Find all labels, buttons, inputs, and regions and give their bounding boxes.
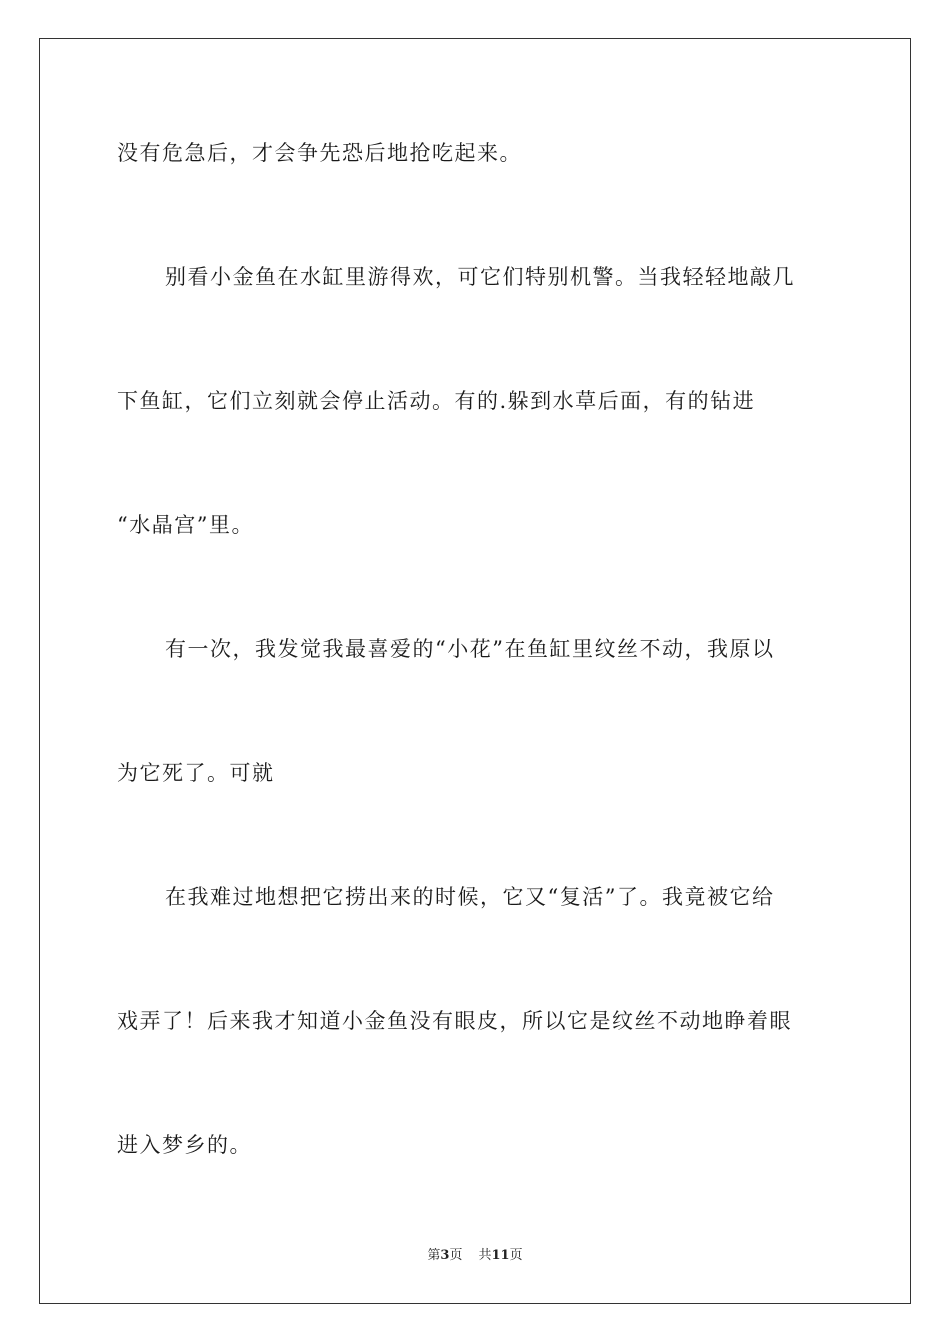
page-footer (0, 1246, 950, 1266)
total-prefix: 共 (478, 1248, 492, 1263)
text-line-8: 戏弄了！后来我才知道小金鱼没有眼皮，所以它是纹丝不动地睁着眼 (117, 1009, 792, 1033)
text-line-1: 没有危急后，才会争先恐后地抢吃起来。 (117, 141, 522, 165)
text-line-7: 在我难过地想把它捞出来的时候，它又“复活”了。我竟被它给 (165, 885, 775, 909)
text-line-4: “水晶宫”里。 (117, 513, 254, 537)
total-pages: 11 (491, 1248, 510, 1263)
text-line-9: 进入梦乡的。 (117, 1133, 252, 1157)
page-suffix: 页 (449, 1248, 463, 1263)
text-line-3: 下鱼缸，它们立刻就会停止活动。有的.躲到水草后面，有的钻进 (117, 389, 756, 413)
page-prefix: 第 (427, 1248, 441, 1263)
text-line-5: 有一次，我发觉我最喜爱的“小花”在鱼缸里纹丝不动，我原以 (165, 637, 775, 661)
page-number: 3 (440, 1248, 450, 1263)
text-line-2: 别看小金鱼在水缸里游得欢，可它们特别机警。当我轻轻地敲几 (165, 265, 795, 289)
page-frame (39, 38, 911, 1304)
total-suffix: 页 (509, 1248, 523, 1263)
text-line-6: 为它死了。可就 (117, 761, 275, 785)
